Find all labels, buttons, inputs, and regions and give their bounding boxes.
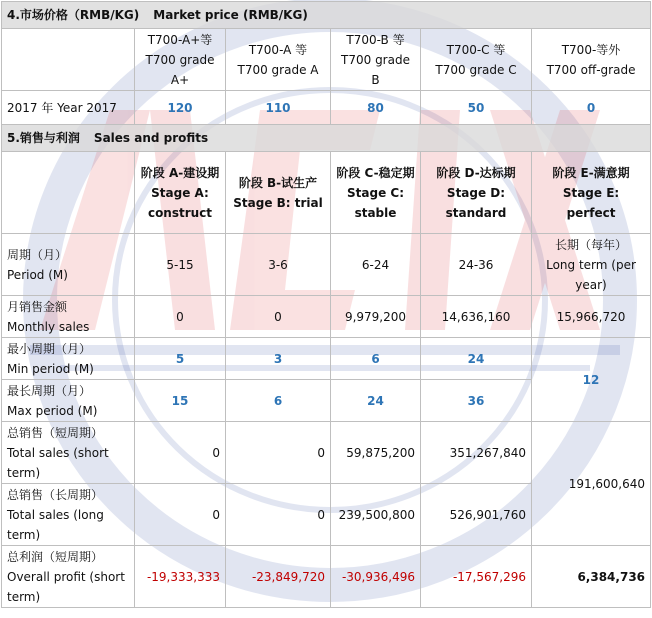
price-sales-table bbox=[1, 1, 651, 608]
total-long-a: 0 bbox=[135, 484, 226, 546]
stage-header-a: 阶段 A-建设期 Stage A: construct bbox=[135, 152, 226, 234]
total-long-c: 239,500,800 bbox=[331, 484, 421, 546]
row-label-monthly-sales: 月销售金额 Monthly sales bbox=[2, 296, 135, 338]
profit-short-b: -23,849,720 bbox=[226, 546, 331, 608]
monthly-c: 9,979,200 bbox=[331, 296, 421, 338]
price-b: 80 bbox=[331, 91, 421, 125]
stage-header-c: 阶段 C-稳定期 Stage C: stable bbox=[331, 152, 421, 234]
grade-header-a-plus: T700-A+等 T700 grade A+ bbox=[135, 29, 226, 91]
total-long-d: 526,901,760 bbox=[421, 484, 532, 546]
monthly-e: 15,966,720 bbox=[532, 296, 651, 338]
profit-short-a: -19,333,333 bbox=[135, 546, 226, 608]
total-short-b: 0 bbox=[226, 422, 331, 484]
section-market-price-header bbox=[2, 2, 651, 29]
section5-title-cn: 5.销售与利润 bbox=[7, 131, 80, 145]
profit-short-e: 6,384,736 bbox=[532, 546, 651, 608]
period-d: 24-36 bbox=[421, 234, 532, 296]
price-c: 50 bbox=[421, 91, 532, 125]
max-period-c: 24 bbox=[331, 380, 421, 422]
period-e-merged: 12 bbox=[532, 338, 651, 422]
section5-title-en: Sales and profits bbox=[93, 131, 209, 145]
stage-header-e: 阶段 E-满意期 Stage E: perfect bbox=[532, 152, 651, 234]
min-period-c: 6 bbox=[331, 338, 421, 380]
grade-header-empty bbox=[2, 29, 135, 91]
section4-title-en: Market price (RMB/KG) bbox=[153, 8, 308, 22]
period-a: 5-15 bbox=[135, 234, 226, 296]
stage-header-empty bbox=[2, 152, 135, 234]
grade-header-c: T700-C 等 T700 grade C bbox=[421, 29, 532, 91]
year-label: 2017 年 Year 2017 bbox=[2, 91, 135, 125]
row-label-total-short: 总销售（短周期） Total sales (short term) bbox=[2, 422, 135, 484]
stage-header-b: 阶段 B-试生产 Stage B: trial bbox=[226, 152, 331, 234]
row-label-profit-short: 总利润（短周期） Overall profit (short term) bbox=[2, 546, 135, 608]
min-period-d: 24 bbox=[421, 338, 532, 380]
total-short-c: 59,875,200 bbox=[331, 422, 421, 484]
min-period-b: 3 bbox=[226, 338, 331, 380]
monthly-d: 14,636,160 bbox=[421, 296, 532, 338]
monthly-b: 0 bbox=[226, 296, 331, 338]
period-e: 长期（每年） Long term (per year) bbox=[532, 234, 651, 296]
section-sales-profits-header bbox=[2, 125, 651, 152]
period-b: 3-6 bbox=[226, 234, 331, 296]
price-a-plus: 120 bbox=[135, 91, 226, 125]
max-period-d: 36 bbox=[421, 380, 532, 422]
total-short-a: 0 bbox=[135, 422, 226, 484]
period-c: 6-24 bbox=[331, 234, 421, 296]
price-off: 0 bbox=[532, 91, 651, 125]
max-period-b: 6 bbox=[226, 380, 331, 422]
monthly-a: 0 bbox=[135, 296, 226, 338]
total-e-merged: 191,600,640 bbox=[532, 422, 651, 546]
profit-short-c: -30,936,496 bbox=[331, 546, 421, 608]
row-label-total-long: 总销售（长周期） Total sales (long term) bbox=[2, 484, 135, 546]
price-a: 110 bbox=[226, 91, 331, 125]
section4-title-cn: 4.市场价格（RMB/KG) bbox=[7, 8, 140, 22]
grade-header-off: T700-等外 T700 off-grade bbox=[532, 29, 651, 91]
min-period-a: 5 bbox=[135, 338, 226, 380]
row-label-min-period: 最小周期（月） Min period (M) bbox=[2, 338, 135, 380]
stage-header-d: 阶段 D-达标期 Stage D: standard bbox=[421, 152, 532, 234]
profit-short-d: -17,567,296 bbox=[421, 546, 532, 608]
row-label-max-period: 最长周期（月） Max period (M) bbox=[2, 380, 135, 422]
max-period-a: 15 bbox=[135, 380, 226, 422]
total-short-d: 351,267,840 bbox=[421, 422, 532, 484]
grade-header-b: T700-B 等 T700 grade B bbox=[331, 29, 421, 91]
row-label-period: 周期（月） Period (M) bbox=[2, 234, 135, 296]
total-long-b: 0 bbox=[226, 484, 331, 546]
grade-header-a: T700-A 等 T700 grade A bbox=[226, 29, 331, 91]
